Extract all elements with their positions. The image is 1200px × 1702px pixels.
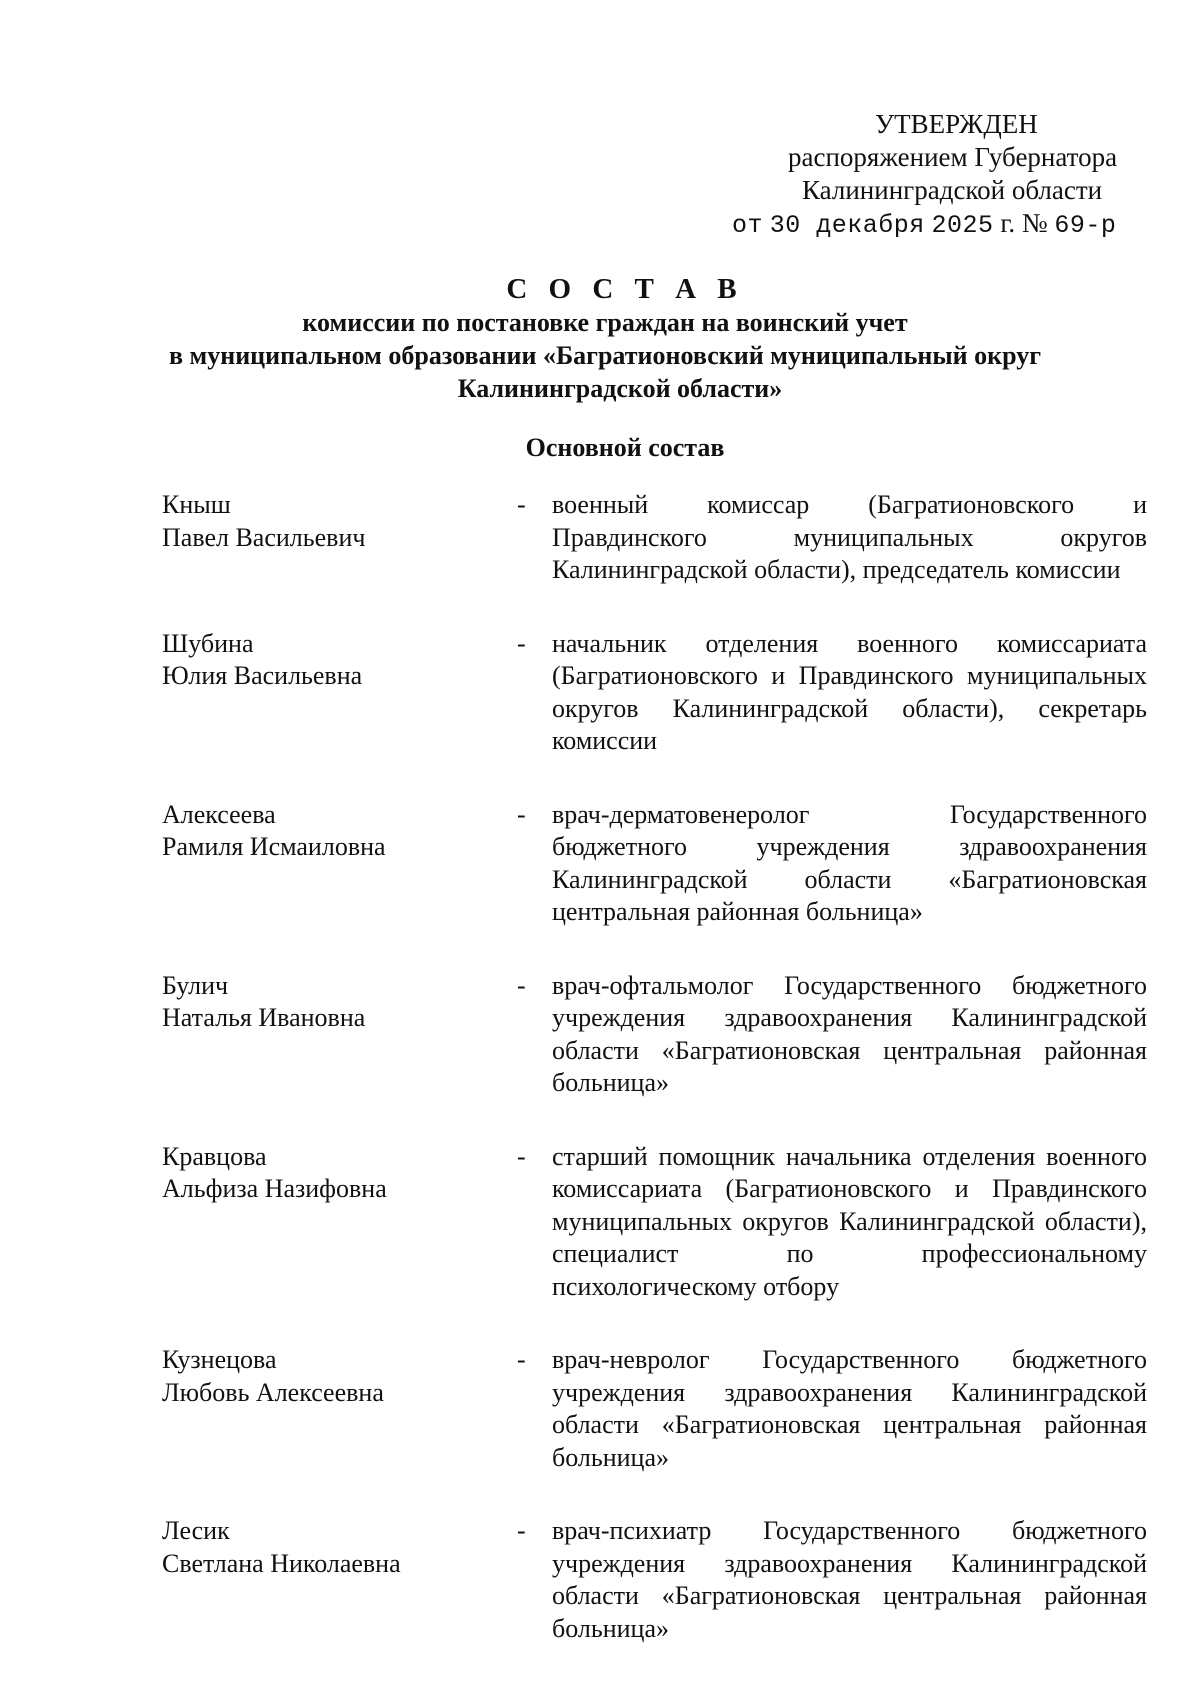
member-row xyxy=(162,1515,1147,1645)
member-role xyxy=(552,1141,1147,1304)
approval-number: 69-р xyxy=(1054,211,1117,240)
member-row xyxy=(162,1141,1147,1304)
member-given-names: Светлана Николаевна xyxy=(162,1548,401,1578)
approval-date-prefix: от xyxy=(732,211,764,240)
member-name xyxy=(162,628,517,693)
approval-title: УТВЕРЖДЕН xyxy=(875,109,1038,139)
member-role xyxy=(552,970,1147,1100)
member-surname: Алексеева xyxy=(162,799,276,829)
member-given-names: Павел Васильевич xyxy=(162,522,366,552)
member-role-text: врач-психиатр Государственного бюджетного учреждения здравоохранения Калининградской области «Багратионовская центральная районная больница» xyxy=(552,1516,1147,1643)
member-role-text: начальник отделения военного комиссариата (Багратионовского и Правдинского муниципальных округов Калининградской области), секретарь комиссии xyxy=(552,628,1147,755)
approval-date-value: 30 декабря xyxy=(769,211,925,240)
member-row xyxy=(162,1344,1147,1474)
member-given-names: Любовь Алексеевна xyxy=(162,1377,384,1407)
member-dash: - xyxy=(517,1345,526,1374)
member-dash: - xyxy=(517,970,526,1000)
member-surname: Лесик xyxy=(162,1516,230,1545)
member-name xyxy=(162,799,517,864)
member-given-names: Рамиля Исмаиловна xyxy=(162,832,386,861)
member-row xyxy=(162,970,1147,1100)
section-subheading: Основной состав xyxy=(525,433,725,462)
member-surname: Кузнецова xyxy=(162,1345,277,1374)
member-role-text: старший помощник начальника отделения военного комиссариата (Багратионовского и Правдинского муниципальных округов Калининградской области), специалист по профессиональному психологическому отбору xyxy=(552,1141,1147,1301)
approval-year: 2025 xyxy=(931,211,994,240)
member-row xyxy=(162,489,1147,587)
member-role xyxy=(552,489,1147,587)
member-role-text: врач-офтальмолог Государственного бюджетного учреждения здравоохранения Калининградской области «Багратионовская центральная районная больница» xyxy=(552,970,1147,1097)
member-dash: - xyxy=(517,490,526,519)
member-given-names: Альфиза Назифовна xyxy=(162,1174,387,1203)
member-name xyxy=(162,1515,517,1580)
member-surname: Булич xyxy=(162,970,229,1000)
member-role xyxy=(552,628,1147,758)
heading-line-3: Калининградской области» xyxy=(457,374,783,403)
member-row xyxy=(162,628,1147,758)
member-name xyxy=(162,1141,517,1206)
member-role-text: военный комиссар (Багратионовского и Правдинского муниципальных округов Калининградской области), председатель комиссии xyxy=(552,490,1147,584)
member-name xyxy=(162,970,517,1035)
heading-line-2: в муниципальном образовании «Багратионовский муниципальный округ xyxy=(168,341,1042,370)
member-row xyxy=(162,799,1147,929)
member-surname: Шубина xyxy=(162,628,254,658)
approval-line-2: Калининградской области xyxy=(802,175,1103,205)
members-list xyxy=(162,489,1147,1686)
heading-title: С О С Т А В xyxy=(506,273,744,305)
member-dash: - xyxy=(517,628,526,658)
member-given-names: Юлия Васильевна xyxy=(162,661,363,690)
member-surname: Кравцова xyxy=(162,1141,267,1171)
approval-block xyxy=(700,108,1160,242)
approval-line-1: распоряжением Губернатора xyxy=(788,142,1118,172)
member-role xyxy=(552,1344,1147,1474)
member-name xyxy=(162,1344,517,1409)
member-name xyxy=(162,489,517,554)
member-role-text: врач-невролог Государственного бюджетного учреждения здравоохранения Калининградской области «Багратионовская центральная районная больница» xyxy=(552,1345,1147,1472)
heading-line-1: комиссии по постановке граждан на воинский учет xyxy=(302,308,908,337)
member-dash: - xyxy=(517,799,526,829)
member-given-names: Наталья Ивановна xyxy=(162,1003,366,1032)
member-dash: - xyxy=(517,1516,526,1545)
document-heading xyxy=(0,272,1200,405)
approval-date-line xyxy=(700,207,1160,242)
member-role xyxy=(552,1515,1147,1645)
member-surname: Кныш xyxy=(162,490,231,519)
member-role xyxy=(552,799,1147,929)
member-dash: - xyxy=(517,1141,526,1171)
approval-year-suffix: г. № xyxy=(1000,208,1048,238)
member-role-text: врач-дерматовенеролог Государственного бюджетного учреждения здравоохранения Калининградской области «Багратионовская центральная районная больница» xyxy=(552,799,1147,926)
